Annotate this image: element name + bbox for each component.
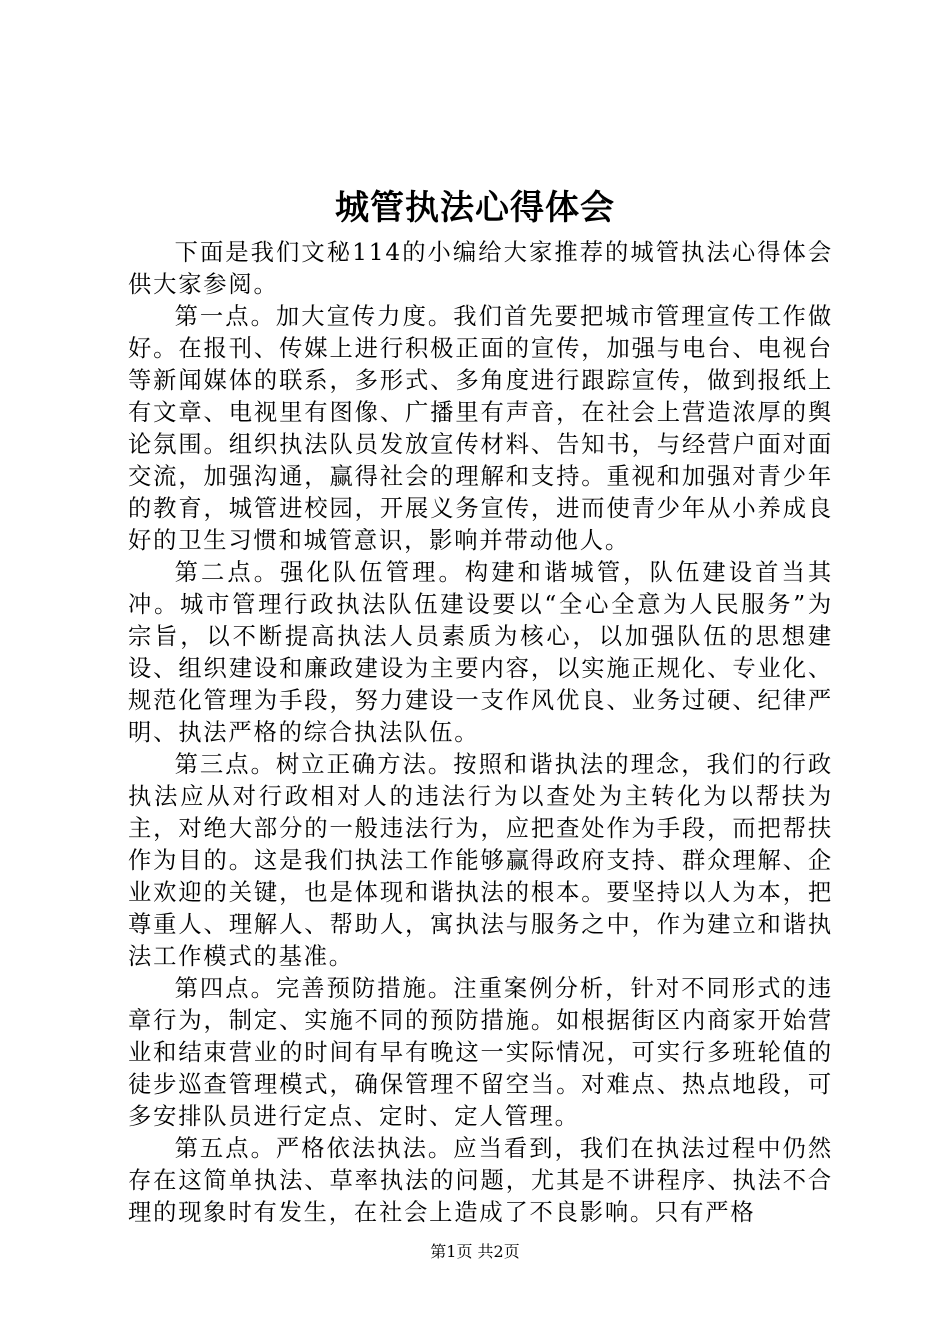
paragraph-point-4: 第四点。完善预防措施。注重案例分析，针对不同形式的违章行为，制定、实施不同的预防措施。如根据街区内商家开始营业和结束营业的时间有早有晚这一实际情况，可实行多班轮值的徒步巡查管理模式，确保管理不留空当。对难点、热点地段，可多安排队员进行定点、定时、定人管理。 [128, 975, 833, 1130]
paragraph-point-1: 第一点。加大宣传力度。我们首先要把城市管理宣传工作做好。在报刊、传媒上进行积极正面的宣传，加强与电台、电视台等新闻媒体的联系，多形式、多角度进行跟踪宣传，做到报纸上有文章、电视里有图像、广播里有声音，在社会上营造浓厚的舆论氛围。组织执法队员发放宣传材料、告知书，与经营户面对面交流，加强沟通，赢得社会的理解和支持。重视和加强对青少年的教育，城管进校园，开展义务宣传，进而使青少年从小养成良好的卫生习惯和城管意识，影响并带动他人。 [128, 303, 833, 554]
paragraph-point-3: 第三点。树立正确方法。按照和谐执法的理念，我们的行政执法应从对行政相对人的违法行为以查处为主转化为以帮扶为主，对绝大部分的一般违法行为，应把查处作为手段，而把帮扶作为目的。这是我们执法工作能够赢得政府支持、群众理解、企业欢迎的关键，也是体现和谐执法的根本。要坚持以人为本，把尊重人、理解人、帮助人，寓执法与服务之中，作为建立和谐执法工作模式的基准。 [128, 751, 833, 970]
paragraph-point-5: 第五点。严格依法执法。应当看到，我们在执法过程中仍然存在这简单执法、草率执法的问题，尤其是不讲程序、执法不合理的现象时有发生，在社会上造成了不良影响。只有严格 [128, 1135, 833, 1226]
page-footer: 第1页 共2页 [430, 1242, 520, 1261]
paragraph-point-2: 第二点。强化队伍管理。构建和谐城管，队伍建设首当其冲。城市管理行政执法队伍建设要以“全心全意为人民服务”为宗旨，以不断提高执法人员素质为核心，以加强队伍的思想建设、组织建设和廉政建设为主要内容，以实施正规化、专业化、规范化管理为手段，努力建设一支作风优良、业务过硬、纪律严明、执法严格的综合执法队伍。 [128, 559, 833, 746]
document-title: 城管执法心得体会 [335, 188, 615, 228]
intro-paragraph: 下面是我们文秘114的小编给大家推荐的城管执法心得体会供大家参阅。 [128, 239, 833, 298]
document-body [128, 237, 833, 1229]
